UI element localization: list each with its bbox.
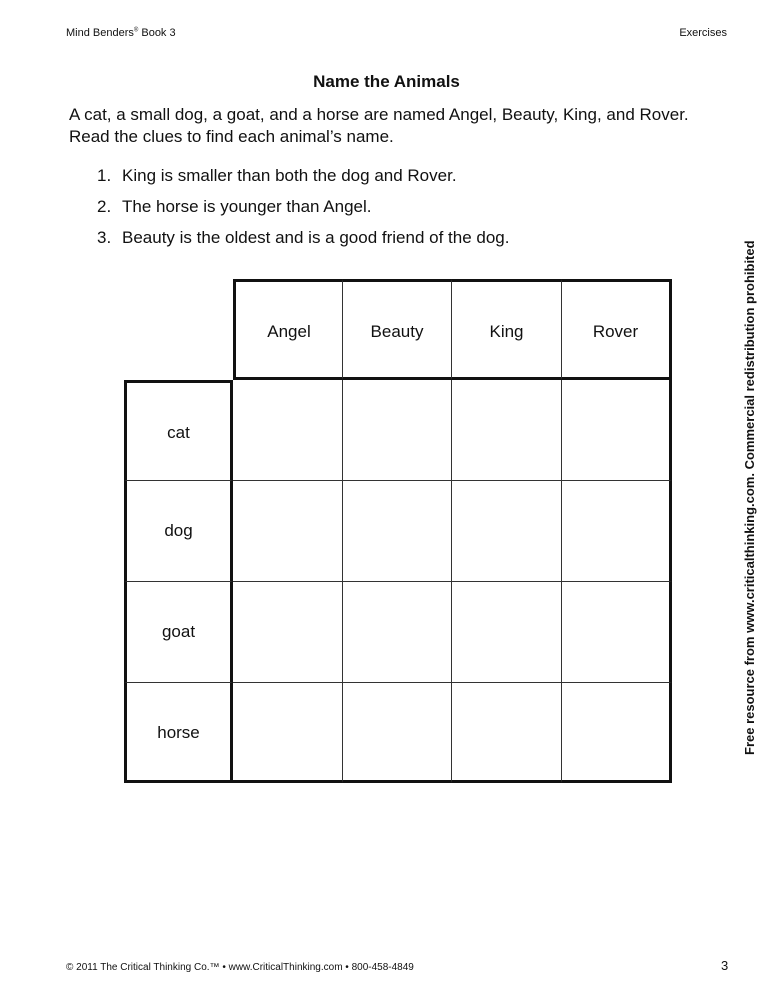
answer-cell [452,380,562,481]
column-header-label: Rover [592,322,639,341]
section-label: Exercises [679,27,727,39]
answer-cell [562,380,672,481]
answer-cell [343,582,452,683]
answer-cell [562,683,672,783]
row-header-cell [124,683,233,783]
answer-cell [452,481,562,582]
row-header-label: horse [157,723,200,742]
clue-item: 3. Beauty is the oldest and is a good friend of the dog. [97,228,510,247]
clue-list [97,165,510,258]
row-header-label: dog [164,521,193,540]
column-header-cell [562,279,672,380]
answer-cell [452,582,562,683]
answer-cell [452,683,562,783]
answer-cell [233,582,343,683]
answer-cell [233,380,343,481]
column-header-label: King [489,322,524,341]
column-header-cell [343,279,452,380]
page-number: 3 [721,958,729,973]
intro-text [69,104,729,148]
answer-cell [562,582,672,683]
intro-line-2: Read the clues to find each animal’s name. [69,127,394,146]
row-header-cell [124,481,233,582]
clue-item: 1. King is smaller than both the dog and Rover. [97,166,457,185]
answer-cell [562,481,672,582]
book-title: Mind Benders® Book 3 [66,27,176,39]
answer-cell [233,481,343,582]
clue-item: 2. The horse is younger than Angel. [97,197,372,216]
column-header-label: Angel [267,322,311,341]
answer-cell [233,683,343,783]
row-header-cell [124,380,233,481]
row-header-label: cat [167,423,190,442]
row-header-label: goat [161,622,196,641]
answer-cell [343,380,452,481]
footer-copyright: © 2011 The Critical Thinking Co.™ • www.CriticalThinking.com • 800-458-4849 [66,962,414,973]
side-note: Free resource from www.criticalthinking.com. Commercial redistribution prohibited [742,240,757,755]
answer-cell [343,683,452,783]
column-header-label: Beauty [370,322,424,341]
intro-line-1: A cat, a small dog, a goat, and a horse are named Angel, Beauty, King, and Rover. [69,105,689,124]
column-header-cell [452,279,562,380]
page-title: Name the Animals [313,72,460,91]
answer-cell [343,481,452,582]
row-header-cell [124,582,233,683]
column-header-cell [233,279,343,380]
